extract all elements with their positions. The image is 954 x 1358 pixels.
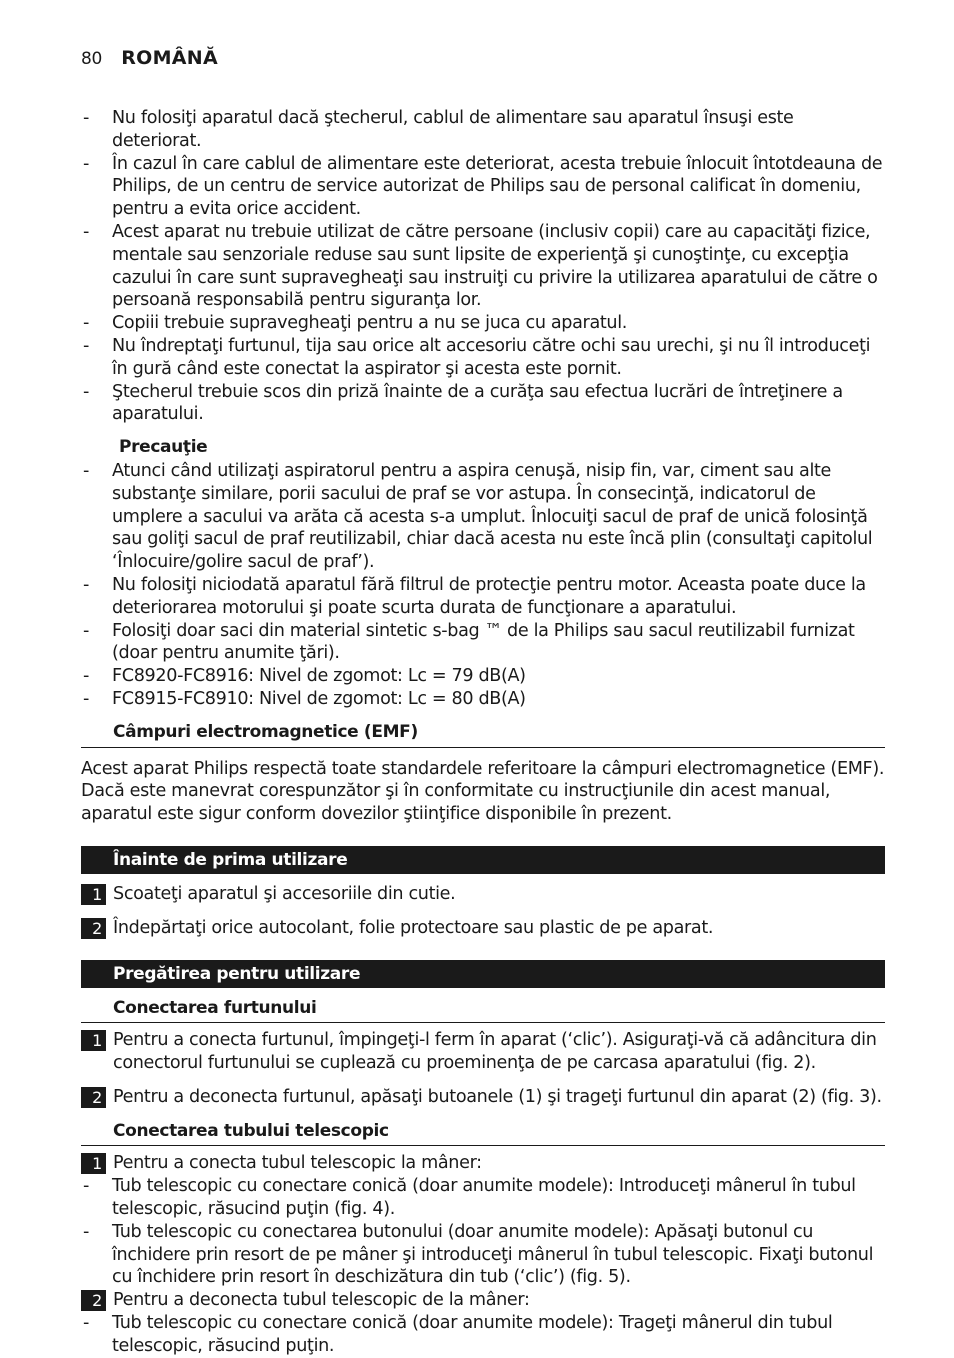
page-number: 80: [81, 49, 102, 69]
list-item: - Ştecherul trebuie scos din priză înainte de a curăţa sau efectua lucrări de întreţinere a aparatului.: [81, 381, 885, 427]
step-text: Pentru a deconecta furtunul, apăsaţi butoanele (1) şi trageţi furtunul din aparat (2) (fig. 3).: [113, 1086, 882, 1107]
step-number: 1: [81, 1030, 106, 1051]
tube-heading: Conectarea tubului telescopic: [81, 1120, 885, 1147]
list-item: - FC8920-FC8916: Nivel de zgomot: Lc = 79 dB(A): [81, 665, 885, 688]
warning-list: [81, 107, 885, 426]
list-item: - Acest aparat nu trebuie utilizat de către persoane (inclusiv copii) care au capacităţi fizice, mentale sau senzoriale reduse sau sunt lipsite de experienţă şi cunoştinţe, cu excepţia cazului în care sunt supravegheaţi sau instruiţi cu privire la utilizarea aparatului de către o persoană responsabilă pentru siguranţa lor.: [81, 221, 885, 312]
step-text: Pentru a deconecta tubul telescopic de la mâner:: [113, 1290, 530, 1311]
section-preparing: Pregătirea pentru utilizare: [81, 960, 885, 988]
step-number: 2: [81, 918, 106, 939]
list-item: - Nu folosiţi aparatul dacă ştecherul, cablul de alimentare sau aparatul însuşi este deteriorat.: [81, 107, 885, 153]
list-item: - Tub telescopic cu conectare conică (doar anumite modele): Trageţi mânerul din tubul telescopic, răsucind puţin.: [81, 1312, 885, 1358]
step-item: [81, 1289, 885, 1312]
tube-disconnect-list: [81, 1312, 885, 1358]
section-before-first-use: Înainte de prima utilizare: [81, 846, 885, 874]
list-item: - Tub telescopic cu conectare conică (doar anumite modele): Introduceţi mânerul în tubul telescopic, răsucind puţin (fig. 4).: [81, 1175, 885, 1221]
list-item: - Folosiţi doar saci din material sintetic s-bag ™ de la Philips sau sacul reutilizabil furnizat (doar pentru anumite ţări).: [81, 620, 885, 666]
step-item: [81, 917, 885, 940]
step-text: Pentru a conecta tubul telescopic la mâner:: [113, 1153, 482, 1174]
language-title: ROMÂNĂ: [121, 47, 218, 69]
list-item: - În cazul în care cablul de alimentare este deteriorat, acesta trebuie înlocuit întotdeauna de Philips, de un centru de service autorizat de Philips sau de personal calificat în domeniu, pentru a evita orice accident.: [81, 153, 885, 221]
page-content: [81, 107, 885, 1358]
page-header: [81, 47, 218, 73]
step-item: [81, 1086, 885, 1109]
emf-paragraph: Acest aparat Philips respectă toate standardele referitoare la câmpuri electromagnetice (EMF). Dacă este manevrat corespunzător şi în conformitate cu instrucţiunile din acest manual, aparatul este sigur conform dovezilor ştiinţifice disponibile în prezent.: [81, 758, 885, 825]
step-text: Scoateţi aparatul şi accesoriile din cutie.: [113, 883, 456, 904]
step-item: [81, 1029, 885, 1075]
list-item: - Copiii trebuie supravegheaţi pentru a nu se juca cu aparatul.: [81, 312, 885, 335]
hose-heading: Conectarea furtunului: [81, 997, 885, 1024]
step-number: 2: [81, 1290, 106, 1311]
step-text: Pentru a conecta furtunul, împingeţi-l ferm în aparat (‘clic’). Asiguraţi-vă că adâncitura din conectorul furtunului se cuplează cu proeminenţa de pe carcasa aparatului (fig. 2).: [113, 1030, 877, 1074]
caution-heading: Precauţie: [119, 437, 208, 458]
list-item: - Atunci când utilizaţi aspiratorul pentru a aspira cenuşă, nisip fin, var, ciment sau alte substanţe similare, porii sacului de praf se vor astupa. În consecinţă, indicatorul de umplere a sacului va arăta că acesta s-a umplut. Înlocuiţi sacul de praf de unică folosinţă sau goliţi sacul de praf reutilizabil, chiar dacă acesta nu este încă plin (consultaţi capitolul ‘Înlocuire/golire sacul de praf’).: [81, 460, 885, 574]
caution-list: [81, 460, 885, 711]
tube-connect-list: [81, 1175, 885, 1289]
step-item: [81, 1152, 885, 1175]
step-item: [81, 883, 885, 906]
list-item: - FC8915-FC8910: Nivel de zgomot: Lc = 80 dB(A): [81, 688, 885, 711]
emf-heading: Câmpuri electromagnetice (EMF): [81, 721, 885, 748]
step-text: Îndepărtaţi orice autocolant, folie protectoare sau plastic de pe aparat.: [113, 917, 714, 938]
list-item: - Tub telescopic cu conectarea butonului (doar anumite modele): Apăsaţi butonul cu închidere prin resort de pe mâner şi introduceţi mânerul în tubul telescopic. Fixaţi butonul cu închidere prin resort în deschizătura din tub (‘clic’) (fig. 5).: [81, 1221, 885, 1289]
step-number: 1: [81, 884, 106, 905]
step-number: 1: [81, 1153, 106, 1174]
list-item: - Nu folosiţi niciodată aparatul fără filtrul de protecţie pentru motor. Aceasta poate duce la deteriorarea motorului şi poate scurta durata de funcţionare a aparatului.: [81, 574, 885, 620]
list-item: - Nu îndreptaţi furtunul, tija sau orice alt accesoriu către ochi sau urechi, şi nu îl introduceţi în gură când este conectat la aspirator şi acesta este pornit.: [81, 335, 885, 381]
step-number: 2: [81, 1087, 106, 1108]
